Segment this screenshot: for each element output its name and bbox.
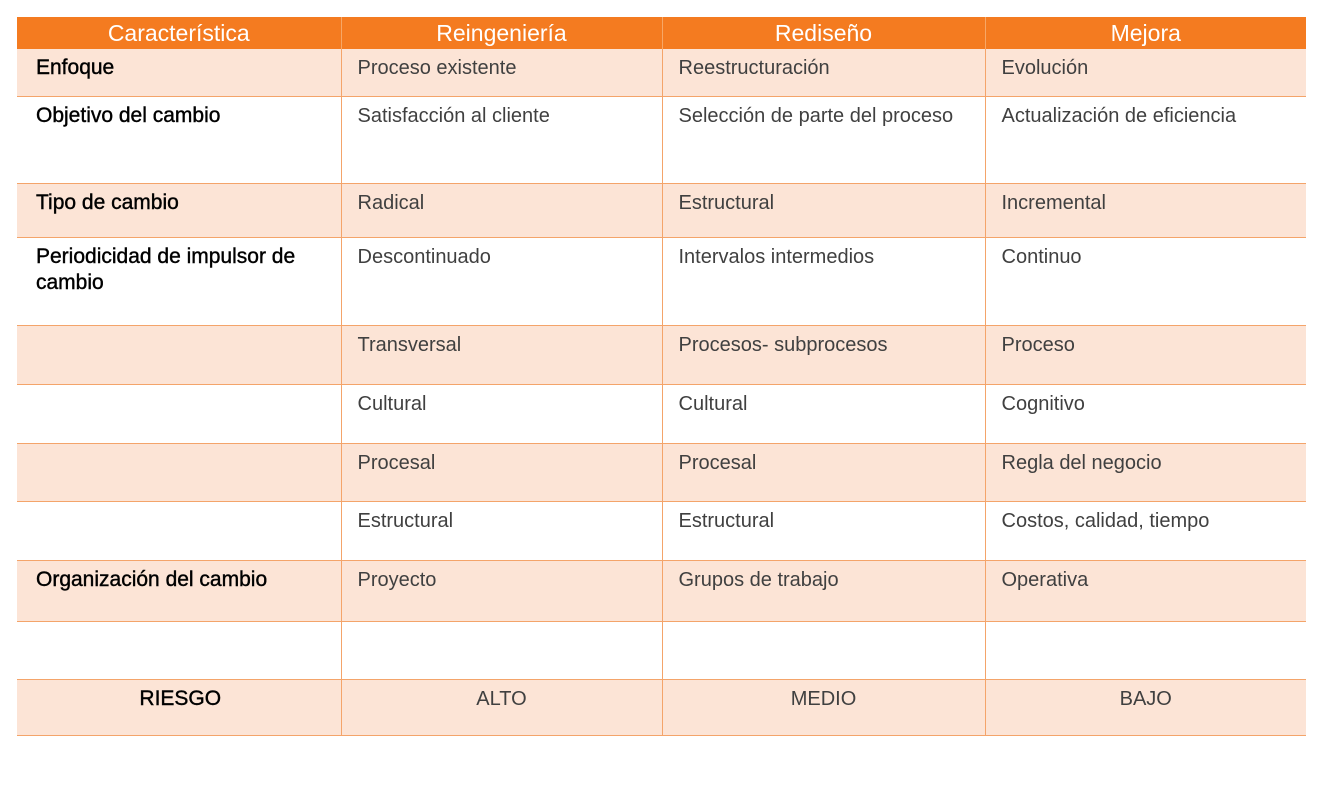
row-label-cell: Objetivo del cambio [17, 96, 341, 183]
table-cell: Transversal [341, 325, 662, 384]
table-row [17, 183, 1306, 237]
row-label-cell: Tipo de cambio [17, 183, 341, 237]
table-cell: Selección de parte del proceso [662, 96, 985, 183]
table-cell: Estructural [662, 183, 985, 237]
table-cell: Regla del negocio [985, 443, 1306, 501]
table-row [17, 384, 1306, 443]
table-cell: Proceso existente [341, 49, 662, 96]
table-cell: Costos, calidad, tiempo [985, 501, 1306, 560]
table-row [17, 325, 1306, 384]
table-cell: Reestructuración [662, 49, 985, 96]
header-cell-caracteristica: Característica [17, 17, 341, 49]
table-row [17, 237, 1306, 325]
header-row [17, 17, 1306, 49]
table-row [17, 49, 1306, 96]
row-label-cell [17, 621, 341, 679]
table-cell: Estructural [662, 501, 985, 560]
header-cell-reingenieria: Reingeniería [341, 17, 662, 49]
table-cell [662, 621, 985, 679]
row-label-cell [17, 384, 341, 443]
row-label-cell [17, 325, 341, 384]
row-label-cell: Organización del cambio [17, 560, 341, 621]
table-cell: Descontinuado [341, 237, 662, 325]
table-cell: Procesos- subprocesos [662, 325, 985, 384]
row-label-cell [17, 501, 341, 560]
table-row [17, 96, 1306, 183]
table-cell: MEDIO [662, 679, 985, 735]
table-cell: Satisfacción al cliente [341, 96, 662, 183]
table-cell: Cultural [341, 384, 662, 443]
table-cell: Cultural [662, 384, 985, 443]
table-cell: BAJO [985, 679, 1306, 735]
table-row [17, 443, 1306, 501]
header-cell-rediseno: Rediseño [662, 17, 985, 49]
header-cell-mejora: Mejora [985, 17, 1306, 49]
row-label-cell: RIESGO [17, 679, 341, 735]
table-row [17, 501, 1306, 560]
table-cell: Radical [341, 183, 662, 237]
table-row [17, 560, 1306, 621]
table-cell: Procesal [662, 443, 985, 501]
table-cell: Evolución [985, 49, 1306, 96]
row-label-cell [17, 443, 341, 501]
table-cell [341, 621, 662, 679]
table-cell: Incremental [985, 183, 1306, 237]
table-cell: Proceso [985, 325, 1306, 384]
row-label-cell: Enfoque [17, 49, 341, 96]
table-cell: Procesal [341, 443, 662, 501]
table-cell: Grupos de trabajo [662, 560, 985, 621]
risk-row [17, 679, 1306, 735]
table-cell: Continuo [985, 237, 1306, 325]
table-cell: Proyecto [341, 560, 662, 621]
table-cell: Estructural [341, 501, 662, 560]
table-cell: Actualización de eficiencia [985, 96, 1306, 183]
table-cell: ALTO [341, 679, 662, 735]
row-label-cell: Periodicidad de impulsor de cambio [17, 237, 341, 325]
table-cell: Intervalos intermedios [662, 237, 985, 325]
table-cell: Operativa [985, 560, 1306, 621]
table-cell [985, 621, 1306, 679]
table-cell: Cognitivo [985, 384, 1306, 443]
table-row [17, 621, 1306, 679]
comparison-table [17, 17, 1306, 736]
